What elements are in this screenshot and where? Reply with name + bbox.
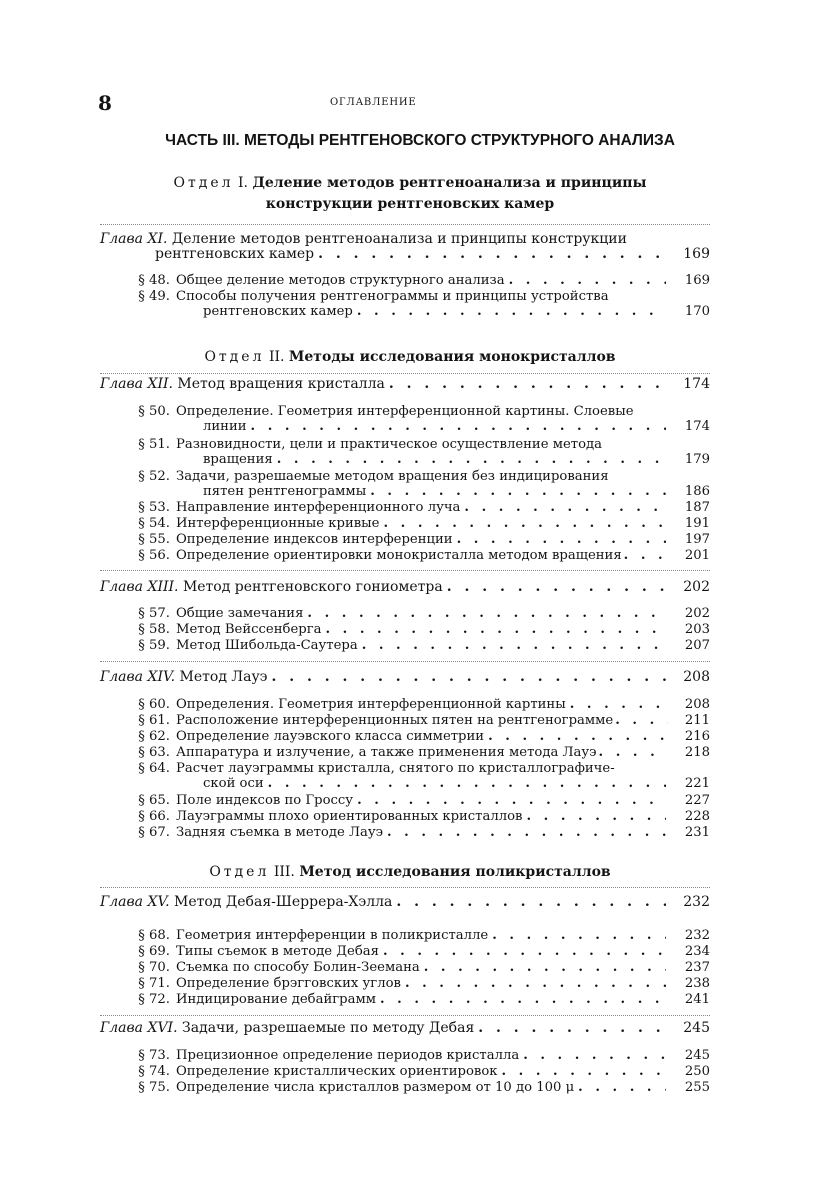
page-ref: 174 [684, 419, 710, 434]
chapter-label: Глава XII. [100, 376, 173, 392]
paragraph-title: Аппаратура и излучение, а также применения метода Лауэ [176, 745, 597, 760]
toc-paragraph-57[interactable] [130, 606, 710, 621]
divider [100, 224, 710, 225]
section-number: II. [268, 349, 285, 365]
section-heading-1 [90, 173, 730, 215]
paragraph-title: Определение брэгговских углов [176, 976, 401, 991]
paragraph-number: § 54. [138, 516, 170, 531]
paragraph-title: Определение. Геометрия интерференционной картины. Слоевые [176, 404, 634, 419]
toc-paragraph-63[interactable] [130, 745, 710, 760]
toc-paragraph-58[interactable] [130, 622, 710, 637]
paragraph-number: § 68. [138, 928, 170, 943]
page-ref: 170 [684, 304, 710, 319]
paragraph-title-cont: ской оси [203, 776, 264, 791]
paragraph-title-cont: линии [203, 419, 247, 434]
paragraph-number: § 66. [138, 809, 170, 824]
toc-paragraph-60[interactable] [130, 697, 710, 712]
divider [100, 570, 710, 571]
paragraph-title: Направление интерференционного луча [176, 500, 461, 515]
page-ref: 203 [684, 622, 710, 637]
paragraph-number: § 62. [138, 729, 170, 744]
paragraph-number: § 56. [138, 548, 170, 563]
chapter-label: Глава XIV. [100, 669, 176, 685]
divider [100, 661, 710, 662]
divider [100, 1015, 710, 1016]
paragraph-title: Способы получения рентгенограммы и принципы устройства [176, 289, 609, 304]
paragraph-number: § 48. [138, 273, 170, 288]
toc-paragraph-56[interactable] [130, 548, 710, 563]
paragraph-title: Расположение интерференционных пятен на рентгенограмме [176, 713, 614, 728]
page-ref: 238 [684, 976, 710, 991]
paragraph-title-cont: рентгеновских камер [203, 304, 353, 319]
toc-chapter-16[interactable] [100, 1021, 710, 1036]
toc-paragraph-67[interactable] [130, 825, 710, 840]
paragraph-title: Определения. Геометрия интерференционной картины [176, 697, 566, 712]
part-title: ЧАСТЬ III. МЕТОДЫ РЕНТГЕНОВСКОГО СТРУКТУРНОГО АНАЛИЗА [165, 132, 675, 149]
paragraph-title: Поле индексов по Гроссу [176, 793, 354, 808]
paragraph-title: Прецизионное определение периодов кристалла [176, 1048, 520, 1063]
toc-paragraph-48[interactable] [130, 273, 710, 288]
page-ref: 234 [684, 944, 710, 959]
section-title: Деление методов рентгеноанализа и принципы [252, 175, 647, 191]
page-ref: 202 [684, 606, 710, 621]
running-title: ОГЛАВЛЕНИЕ [330, 97, 417, 108]
paragraph-title: Съемка по способу Болин-Зеемана [176, 960, 420, 975]
toc-paragraph-72[interactable] [130, 992, 710, 1007]
chapter-label: Глава XI. [100, 231, 168, 247]
paragraph-number: § 72. [138, 992, 170, 1007]
page-ref: 191 [684, 516, 710, 531]
paragraph-title: Определение индексов интерференции [176, 532, 453, 547]
page-ref: 211 [684, 713, 710, 728]
page-ref: 255 [684, 1080, 710, 1095]
page-ref: 245 [684, 1048, 710, 1063]
page-ref: 197 [684, 532, 710, 547]
page-ref: 169 [684, 273, 710, 288]
toc-chapter-11[interactable] [100, 232, 710, 262]
page-ref: 250 [684, 1064, 710, 1079]
page-ref: 186 [684, 484, 710, 499]
paragraph-number: § 67. [138, 825, 170, 840]
paragraph-title: Метод Вейссенберга [176, 622, 322, 637]
paragraph-number: § 69. [138, 944, 170, 959]
toc-paragraph-68[interactable] [130, 928, 710, 943]
toc-paragraph-59[interactable] [130, 638, 710, 653]
page-ref: 208 [683, 669, 710, 685]
toc-chapter-13[interactable] [100, 580, 710, 595]
paragraph-title: Разновидности, цели и практическое осуществление метода [176, 437, 602, 452]
page-ref: 231 [684, 825, 710, 840]
toc-chapter-12[interactable] [100, 377, 710, 392]
paragraph-number: § 53. [138, 500, 170, 515]
toc-paragraph-69[interactable] [130, 944, 710, 959]
page-ref: 221 [684, 776, 710, 791]
chapter-title: Деление методов рентгеноанализа и принципы конструкции [171, 231, 627, 247]
page-ref: 202 [683, 579, 710, 595]
page-ref: 232 [683, 894, 710, 910]
paragraph-number: § 49. [138, 289, 170, 304]
page-ref: 216 [684, 729, 710, 744]
page-ref: 169 [683, 246, 710, 262]
section-prefix: Отдел [173, 175, 234, 191]
paragraph-title: Определение ориентировки монокристалла методом вращения [176, 548, 622, 563]
toc-chapter-15[interactable] [100, 895, 710, 910]
toc-paragraph-49[interactable] [130, 289, 710, 319]
paragraph-title: Индицирование дебайграмм [176, 992, 376, 1007]
paragraph-title: Определение кристаллических ориентировок [176, 1064, 498, 1079]
section-prefix: Отдел [204, 349, 265, 365]
chapter-title: Задачи, разрешаемые по методу Дебая [182, 1020, 475, 1036]
section-heading-3 [90, 862, 730, 883]
paragraph-number: § 71. [138, 976, 170, 991]
page-ref: 207 [684, 638, 710, 653]
paragraph-title: Общее деление методов структурного анализа [176, 273, 505, 288]
page-ref: 245 [683, 1020, 710, 1036]
chapter-title: Метод Лауэ [179, 669, 268, 685]
paragraph-title: Задачи, разрешаемые методом вращения без индицирования [176, 469, 609, 484]
paragraph-title: Интерференционные кривые [176, 516, 380, 531]
paragraph-number: § 75. [138, 1080, 170, 1095]
paragraph-title: Определение числа кристаллов размером от 10 до 100 μ [176, 1080, 575, 1095]
section-title: Метод исследования поликристаллов [299, 864, 611, 880]
section-heading-2 [90, 347, 730, 368]
paragraph-title: Определение лауэвского класса симметрии [176, 729, 485, 744]
paragraph-title: Задняя съемка в методе Лауэ [176, 825, 383, 840]
toc-paragraph-74[interactable] [130, 1064, 710, 1079]
paragraph-number: § 64. [138, 761, 170, 776]
chapter-title: Метод рентгеновского гониометра [182, 579, 443, 595]
toc-paragraph-62[interactable] [130, 729, 710, 744]
paragraph-title: Расчет лауэграммы кристалла, снятого по кристаллографиче- [176, 761, 615, 776]
paragraph-number: § 60. [138, 697, 170, 712]
section-number: III. [273, 864, 295, 880]
toc-paragraph-53[interactable] [130, 500, 710, 515]
paragraph-number: § 57. [138, 606, 170, 621]
paragraph-title: Лауэграммы плохо ориентированных кристаллов [176, 809, 523, 824]
paragraph-number: § 52. [138, 469, 170, 484]
toc-paragraph-71[interactable] [130, 976, 710, 991]
chapter-title: Метод вращения кристалла [177, 376, 385, 392]
chapter-title: Метод Дебая-Шеррера-Хэлла [174, 894, 393, 910]
paragraph-title-cont: пятен рентгенограммы [203, 484, 367, 499]
page-ref: 218 [684, 745, 710, 760]
toc-paragraph-64[interactable] [130, 761, 710, 791]
section-number: I. [238, 175, 248, 191]
chapter-title-cont: рентгеновских камер [155, 246, 315, 262]
chapter-label: Глава XIII. [100, 579, 179, 595]
paragraph-title: Метод Шибольда-Саутера [176, 638, 358, 653]
page-ref: 237 [684, 960, 710, 975]
paragraph-number: § 58. [138, 622, 170, 637]
toc-paragraph-66[interactable] [130, 809, 710, 824]
page-ref: 228 [684, 809, 710, 824]
toc-paragraph-55[interactable] [130, 532, 710, 547]
paragraph-number: § 61. [138, 713, 170, 728]
page-ref: 227 [684, 793, 710, 808]
section-prefix: Отдел [209, 864, 270, 880]
paragraph-number: § 50. [138, 404, 170, 419]
section-title: Методы исследования монокристаллов [288, 349, 616, 365]
page-number: 8 [98, 91, 112, 115]
paragraph-number: § 63. [138, 745, 170, 760]
page-ref: 187 [684, 500, 710, 515]
toc-chapter-14[interactable] [100, 670, 710, 685]
paragraph-number: § 51. [138, 437, 170, 452]
page-ref: 208 [684, 697, 710, 712]
paragraph-number: § 73. [138, 1048, 170, 1063]
paragraph-number: § 65. [138, 793, 170, 808]
divider [100, 373, 710, 374]
page-ref: 201 [684, 548, 710, 563]
divider [100, 887, 710, 888]
page-ref: 241 [684, 992, 710, 1007]
toc-paragraph-54[interactable] [130, 516, 710, 531]
paragraph-title-cont: вращения [203, 452, 273, 467]
chapter-label: Глава XV. [100, 894, 170, 910]
page-ref: 179 [684, 452, 710, 467]
toc-paragraph-73[interactable] [130, 1048, 710, 1063]
page-ref: 174 [683, 376, 710, 392]
chapter-label: Глава XVI. [100, 1020, 178, 1036]
paragraph-number: § 70. [138, 960, 170, 975]
toc-paragraph-65[interactable] [130, 793, 710, 808]
section-title-cont: конструкции рентгеновских камер [265, 196, 555, 212]
toc-paragraph-52[interactable] [130, 469, 710, 499]
page-ref: 232 [684, 928, 710, 943]
paragraph-title: Типы съемок в методе Дебая [176, 944, 379, 959]
paragraph-number: § 74. [138, 1064, 170, 1079]
paragraph-number: § 55. [138, 532, 170, 547]
toc-paragraph-50[interactable] [130, 404, 710, 434]
toc-paragraph-61[interactable] [130, 713, 710, 728]
paragraph-title: Общие замечания [176, 606, 304, 621]
paragraph-number: § 59. [138, 638, 170, 653]
paragraph-title: Геометрия интерференции в поликристалле [176, 928, 489, 943]
toc-paragraph-75[interactable] [130, 1080, 710, 1095]
toc-paragraph-70[interactable] [130, 960, 710, 975]
toc-paragraph-51[interactable] [130, 437, 710, 467]
